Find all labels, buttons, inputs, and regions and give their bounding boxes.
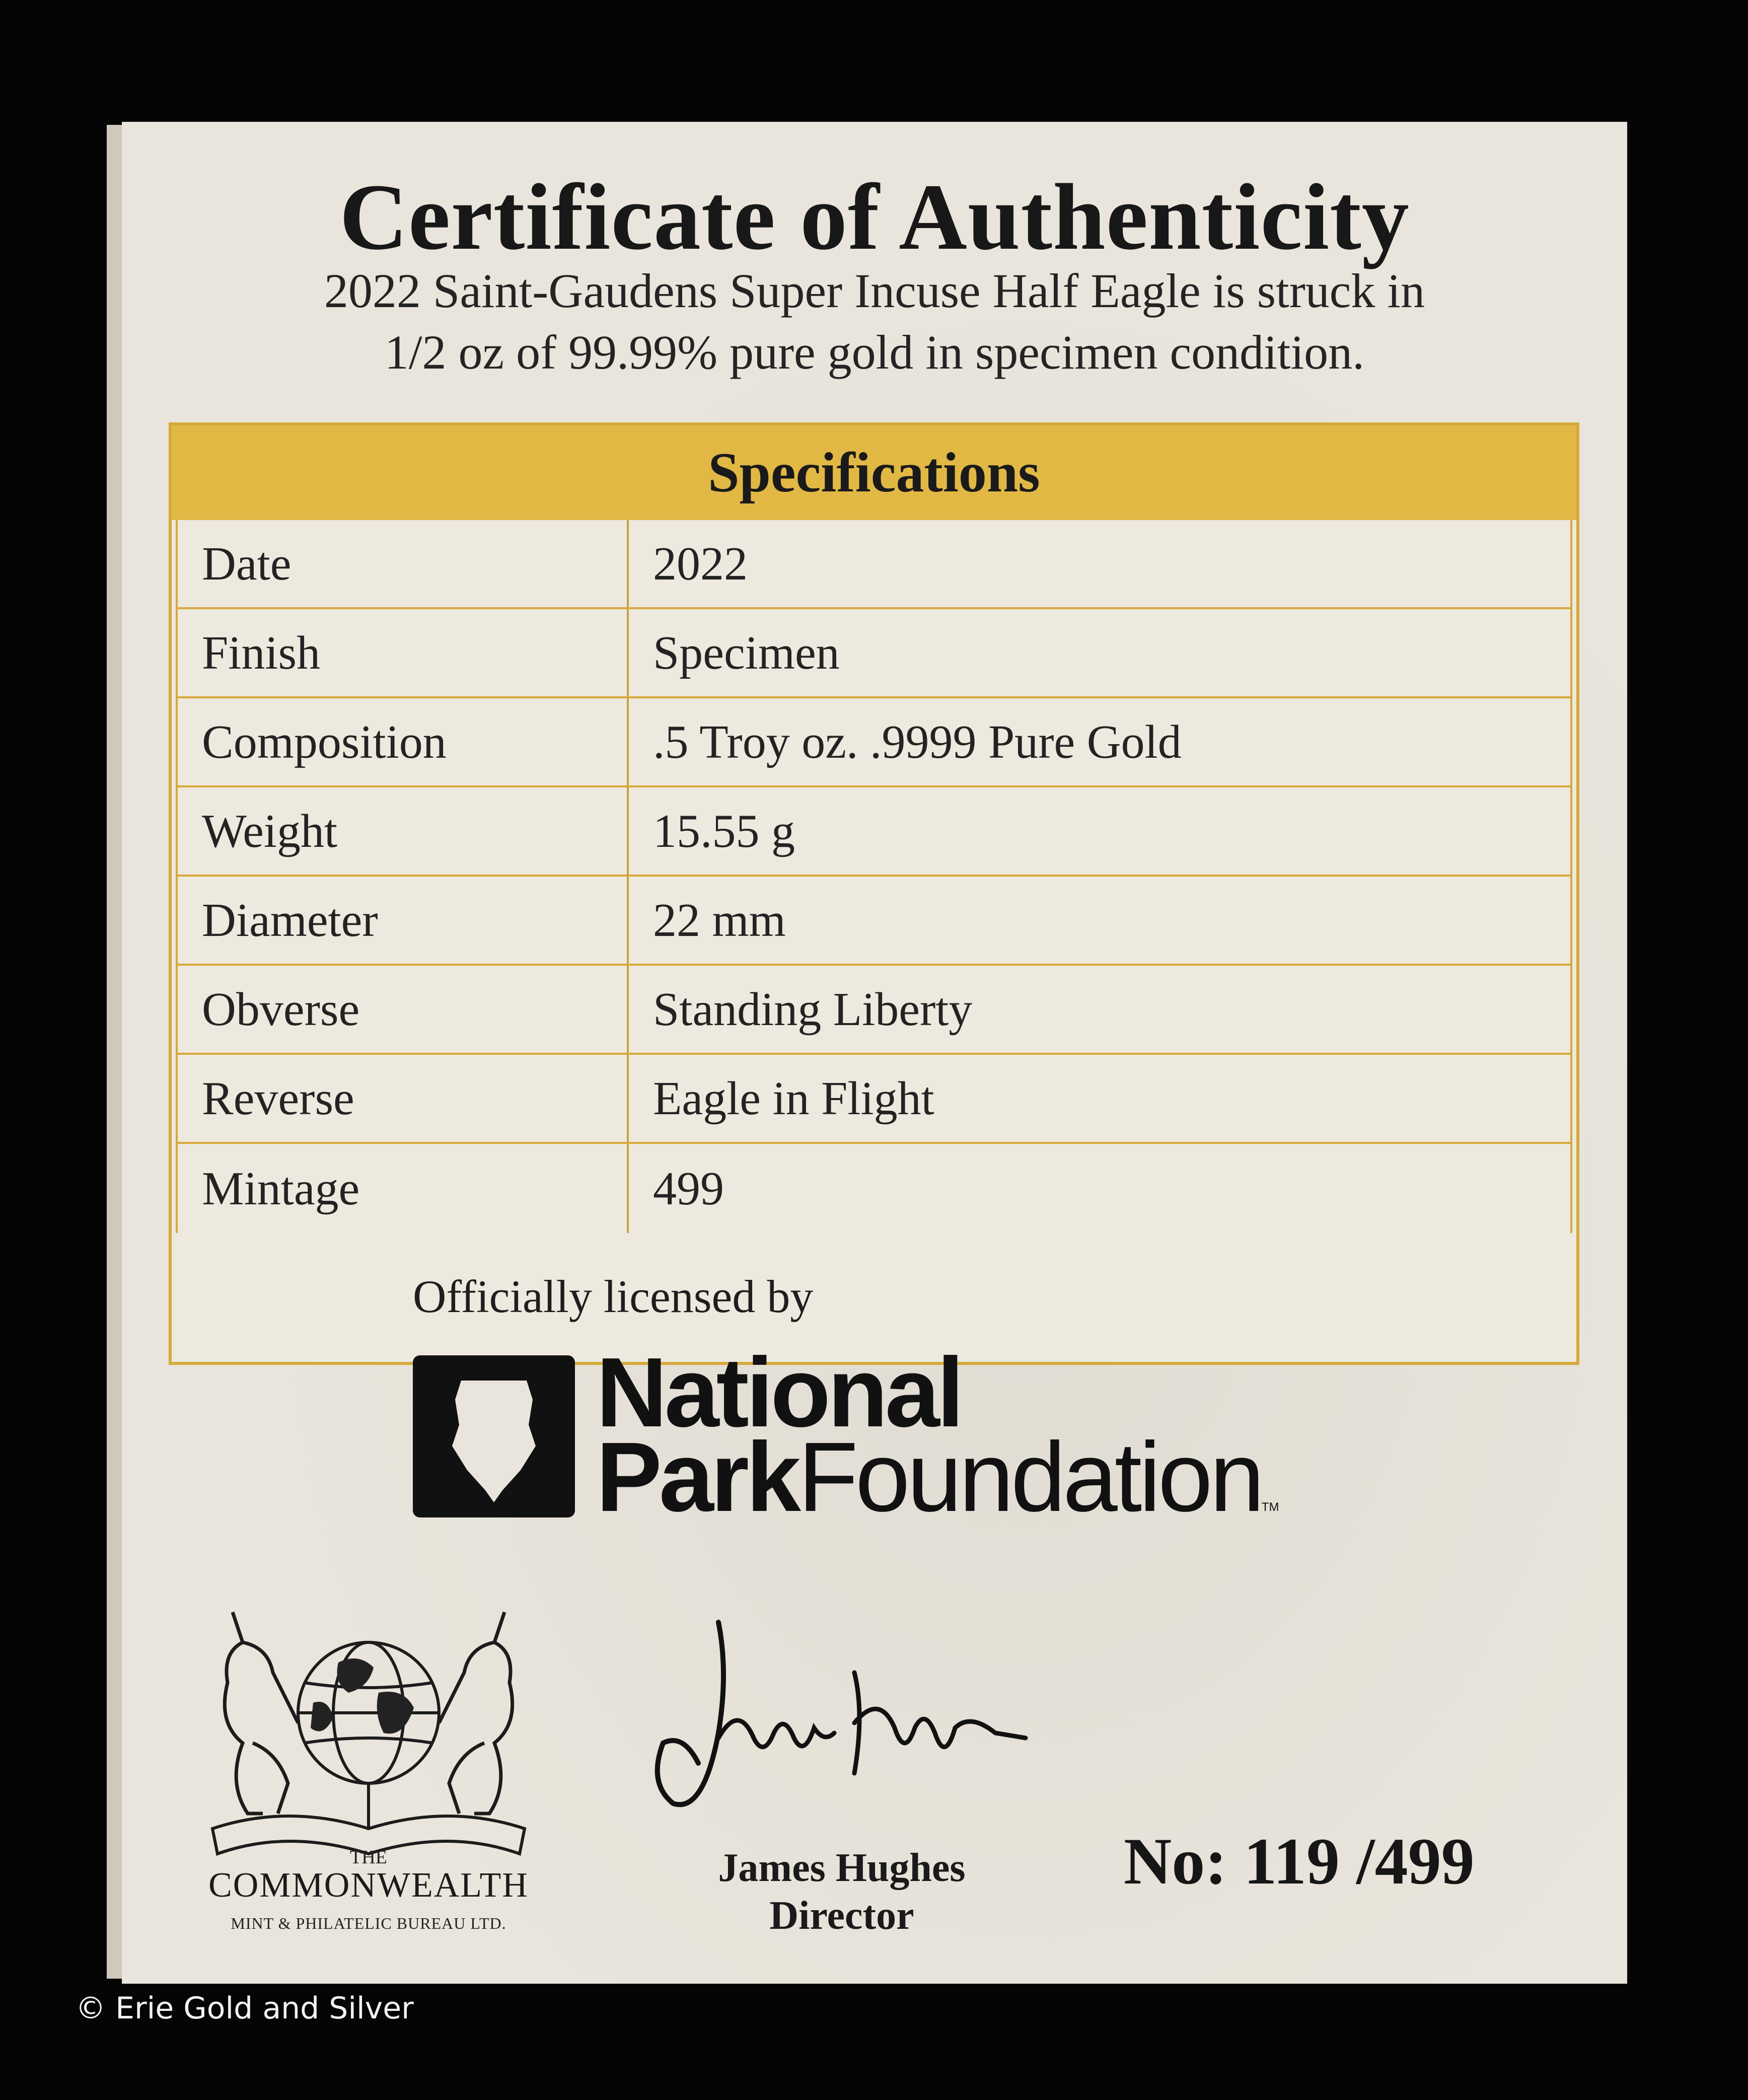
- npf-wordmark-park-foundation: [596, 1422, 1279, 1532]
- signatory-name: James Hughes: [718, 1846, 966, 1890]
- certificate-title: Certificate of Authenticity: [339, 164, 1410, 269]
- licensed-by-text: Officially licensed by: [413, 1271, 814, 1322]
- certificate-subtitle-line2: 1/2 oz of 99.99% pure gold in specimen condition.: [384, 325, 1365, 379]
- spec-label: Reverse: [178, 1055, 629, 1142]
- spec-value: 2022: [653, 537, 748, 590]
- mint-name: COMMONWEALTH: [208, 1866, 529, 1905]
- spec-row-diameter: [178, 877, 1570, 966]
- spec-value: Standing Liberty: [653, 983, 973, 1036]
- certificate-card: [122, 122, 1627, 1984]
- spec-label: Date: [178, 520, 629, 607]
- mint-the: THE: [350, 1847, 387, 1868]
- spec-row-finish: [178, 609, 1570, 698]
- specifications-table: [169, 422, 1579, 1365]
- copyright-watermark: © Erie Gold and Silver: [76, 1991, 414, 2026]
- signature: [643, 1612, 1036, 1834]
- npf-trademark: TM: [1261, 1500, 1279, 1514]
- spec-value: 22 mm: [653, 894, 786, 947]
- signatory-title: Director: [769, 1894, 914, 1938]
- npf-wordmark-national: National: [596, 1337, 962, 1447]
- spec-label: Composition: [178, 698, 629, 785]
- spec-row-mintage: [178, 1144, 1570, 1233]
- spec-row-date: [178, 520, 1570, 609]
- spec-label: Diameter: [178, 877, 629, 964]
- spec-value: 15.55 g: [653, 805, 795, 857]
- spec-value: .5 Troy oz. .9999 Pure Gold: [653, 715, 1182, 768]
- spec-label: Weight: [178, 787, 629, 875]
- arrowhead-icon: [413, 1355, 575, 1517]
- spec-value: Eagle in Flight: [653, 1072, 934, 1125]
- spec-row-reverse: [178, 1055, 1570, 1144]
- npf-wordmark-foundation: Foundation: [798, 1422, 1262, 1532]
- spec-row-obverse: [178, 966, 1570, 1055]
- mint-subname: MINT & PHILATELIC BUREAU LTD.: [231, 1914, 506, 1932]
- certificate-subtitle-line1: 2022 Saint-Gaudens Super Incuse Half Eagle is struck in: [324, 264, 1425, 318]
- spec-value: 499: [653, 1162, 724, 1215]
- serial-number: No: 119 /499: [1124, 1824, 1475, 1898]
- spec-row-composition: [178, 698, 1570, 787]
- specifications-heading: Specifications: [172, 425, 1576, 520]
- spec-value: Specimen: [653, 626, 840, 679]
- spec-row-weight: [178, 787, 1570, 877]
- spec-label: Finish: [178, 609, 629, 696]
- npf-wordmark-park: Park: [596, 1422, 798, 1532]
- spec-label: Mintage: [178, 1144, 629, 1233]
- specifications-body: [176, 520, 1572, 1233]
- spec-label: Obverse: [178, 966, 629, 1053]
